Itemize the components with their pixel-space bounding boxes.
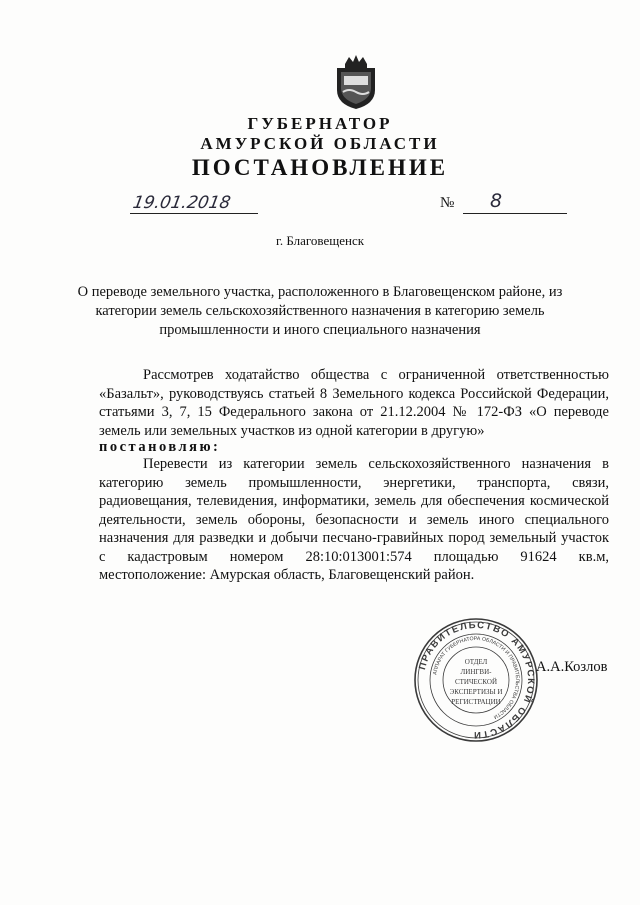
number-underline — [463, 213, 567, 214]
resolution-paragraph: Перевести из категории земель сельскохозяйственного назначения в категорию земель промышленности, энергетики, транспорта, связи, радиовещания, телевидения, информатики, земель для обеспечения космической деятельности, земель обороны, безопасности и земель иного специального назначения для разведки и добычи песчано-гравийных пород земельный участок с кадастровым номером 28:10:013001:574 площадью 91624 кв.м, местоположение: Амурская область, Благовещенский район. — [99, 456, 609, 583]
resolve-word: постановляю: — [99, 439, 221, 455]
stamp-center-line: ЛИНГВИ- — [460, 668, 492, 676]
city-label: г. Благовещенск — [275, 233, 365, 248]
preamble-paragraph: Рассмотрев ходатайство общества с ограниченной ответственностью «Базальт», руководствуясь статьей 8 Земельного кодекса Российской Федерации, статьями 3, 7, 15 Федерального закона от 21.12.2004 № 172-ФЗ «О переводе земель или земельных участков из одной категории в другую» — [99, 367, 609, 439]
stamp-center-line: РЕГИСТРАЦИИ — [451, 698, 501, 706]
stamp-center-line: СТИЧЕСКОЙ — [454, 678, 498, 686]
document-subject: О переводе земельного участка, расположенного в Благовещенском районе, из категории земель сельскохозяйственного назначения в категорию земель промышленности и иного специального назначения — [77, 284, 563, 338]
title-region: АМУРСКОЙ ОБЛАСТИ — [200, 134, 440, 153]
document-type-title: ПОСТАНОВЛЕНИЕ — [191, 155, 449, 180]
official-stamp-icon — [413, 617, 539, 743]
stamp-center-line: ЭКСПЕРТИЗЫ И — [449, 688, 503, 696]
document-date: 19.01.2018 — [131, 193, 233, 213]
title-governor: ГУБЕРНАТОР — [247, 114, 393, 133]
stamp-inner-text: АППАРАТ ГУБЕРНАТОРА ОБЛАСТИ И ПРАВИТЕЛЬСТВА ОБЛАСТИ — [432, 635, 521, 720]
coat-of-arms-icon — [331, 54, 381, 110]
stamp-outer-text: ПРАВИТЕЛЬСТВО АМУРСКОЙ ОБЛАСТИ — [417, 619, 537, 741]
stamp-center-line: ОТДЕЛ — [464, 658, 488, 666]
date-underline — [130, 213, 258, 214]
signer-name: А.А.Козлов — [536, 659, 608, 675]
document-number: 8 — [490, 190, 503, 212]
number-label: № — [440, 195, 455, 211]
